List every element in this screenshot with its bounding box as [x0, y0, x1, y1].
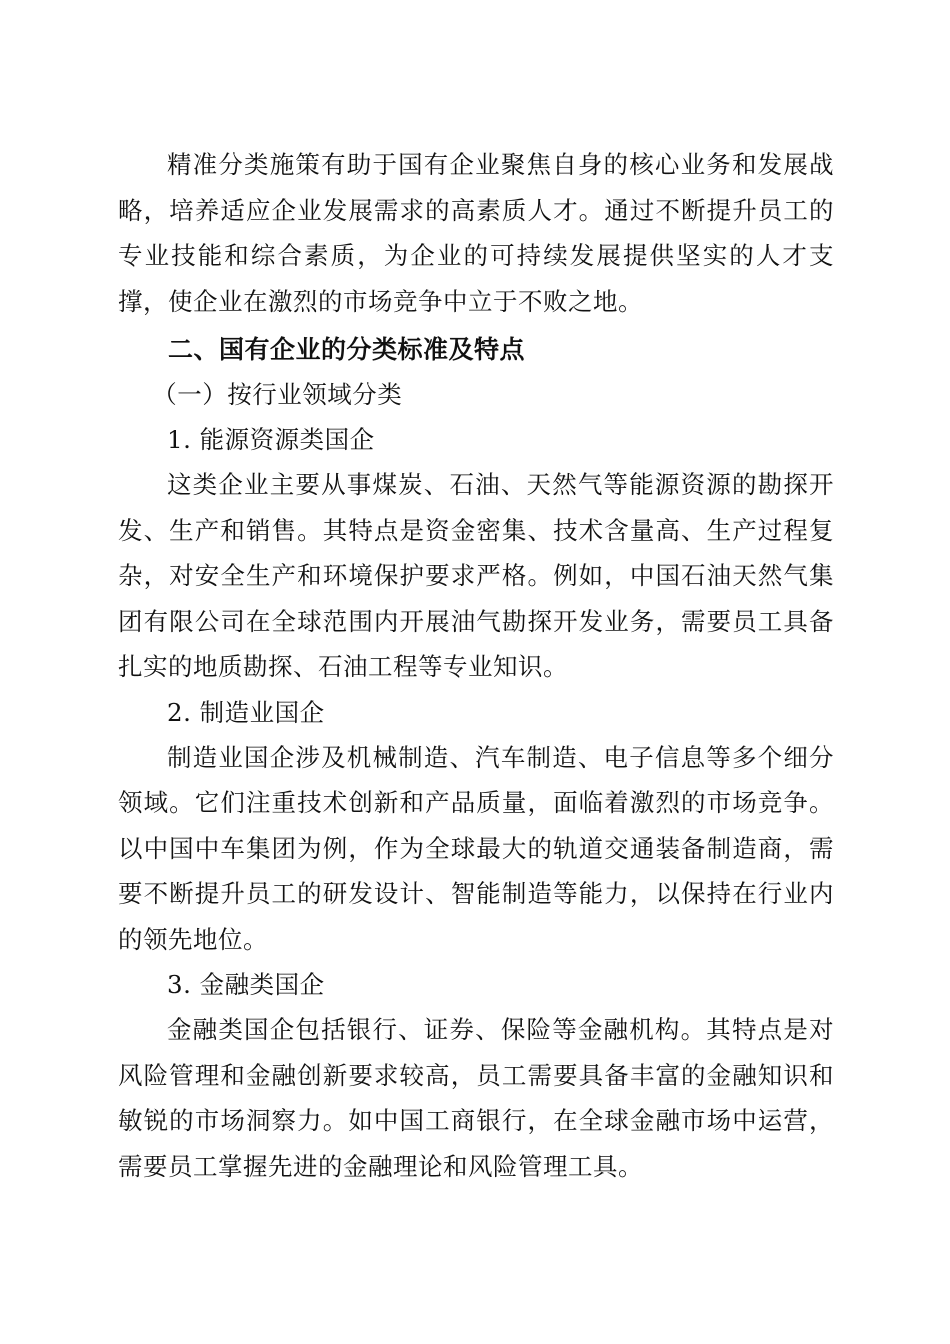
- section-heading: 二、国有企业的分类标准及特点: [168, 335, 526, 364]
- item-body-energy: 这类企业主要从事煤炭、石油、天然气等能源资源的勘探开发、生产和销售。其特点是资金密集、技术含量高、生产过程复杂，对安全生产和环境保护要求严格。例如，中国石油天然气集团有限公司在全球范围内开展油气勘探开发业务，需要员工具备扎实的地质勘探、石油工程等专业知识。: [118, 470, 834, 681]
- item-body-finance: 金融类国企包括银行、证券、保险等金融机构。其特点是对风险管理和金融创新要求较高，员工需要具备丰富的金融知识和敏锐的市场洞察力。如中国工商银行，在全球金融市场中运营，需要员工掌握先进的金融理论和风险管理工具。: [118, 1015, 834, 1181]
- item-body-manufacturing: 制造业国企涉及机械制造、汽车制造、电子信息等多个细分领域。它们注重技术创新和产品质量，面临着激烈的市场竞争。以中国中车集团为例，作为全球最大的轨道交通装备制造商，需要不断提升员工的研发设计、智能制造等能力，以保持在行业内的领先地位。: [118, 742, 834, 954]
- item-heading-energy: 1. 能源资源类国企: [167, 425, 375, 454]
- item-heading-manufacturing: 2. 制造业国企: [167, 697, 325, 727]
- intro-paragraph: 精准分类施策有助于国有企业聚焦自身的核心业务和发展战略，培养适应企业发展需求的高素质人才。通过不断提升员工的专业技能和综合素质，为企业的可持续发展提供坚实的人才支撑，使企业在激烈的市场竞争中立于不败之地。: [118, 150, 834, 316]
- subsection-heading: （一）按行业领域分类: [152, 380, 403, 409]
- item-heading-finance: 3. 金融类国企: [167, 970, 325, 999]
- document-page: [118, 142, 834, 1189]
